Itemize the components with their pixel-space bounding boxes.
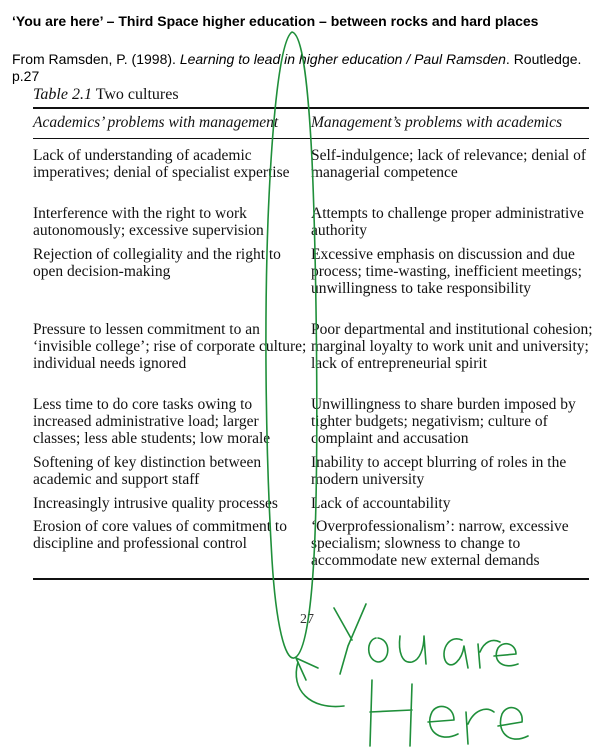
table-cell-right: Attempts to challenge proper administrative authority [311, 205, 584, 239]
page-heading: ‘You are here’ – Third Space higher education – between rocks and hard places [12, 13, 539, 29]
table-header-rule [33, 138, 589, 139]
ink-letter [498, 708, 528, 740]
table-caption-text: Two cultures [95, 86, 179, 103]
table-cell-right: ‘Overprofessionalism’: narrow, excessive specialism; slowness to change to accommodate new external demands [311, 518, 569, 569]
ink-arrow-shaft [296, 662, 344, 707]
table-cell-right: Poor departmental and institutional cohesion; marginal loyalty to work unit and university; lack of entrepreneurial spirit [311, 321, 593, 372]
annotation-line-2 [0, 0, 1, 1]
table-cell-left: Pressure to lessen commitment to an ‘invisible college’; rise of corporate culture; individual needs ignored [33, 321, 307, 372]
ink-letter [466, 709, 494, 744]
table-cell-right: Lack of accountability [311, 495, 451, 512]
table-cell-left: Lack of understanding of academic imperatives; denial of specialist expertise [33, 147, 290, 181]
citation-suffix: . Routledge. p.27 [12, 51, 582, 84]
page-number: 27 [300, 612, 314, 627]
ink-letter [369, 638, 388, 662]
annotation-line-1 [0, 0, 1, 1]
table-cell-left: Interference with the right to work autonomously; excessive supervision [33, 205, 264, 239]
table-cell-right: Inability to accept blurring of roles in the modern university [311, 454, 567, 488]
ink-letter [428, 706, 458, 737]
table-bottom-rule [33, 578, 589, 580]
ink-letter [494, 644, 518, 666]
citation-prefix: From Ramsden, P. (1998). [12, 51, 180, 67]
table-caption [33, 86, 179, 104]
table-cell-left: Softening of key distinction between academic and support staff [33, 454, 262, 488]
ink-letter [478, 640, 500, 668]
table-cell-left: Increasingly intrusive quality processes [33, 495, 278, 512]
ink-letter [400, 636, 427, 664]
ink-letter [370, 680, 412, 746]
table-top-rule [33, 107, 589, 109]
column-header-management: Management’s problems with academics [311, 114, 562, 131]
column-header-academics: Academics’ problems with management [33, 114, 279, 131]
citation [12, 51, 608, 85]
table-cell-left: Erosion of core values of commitment to discipline and professional control [33, 518, 287, 552]
ink-letter [334, 604, 366, 674]
table-cell-right: Self-indulgence; lack of relevance; denial of managerial competence [311, 147, 586, 181]
ink-letter [444, 639, 468, 668]
table-cell-right: Unwillingness to share burden imposed by tighter budgets; negativism; culture of complaint and accusation [311, 396, 576, 447]
ink-arrow-head [296, 658, 318, 680]
table-cell-right: Excessive emphasis on discussion and due process; time-wasting, inefficient meetings; unwillingness to take responsibility [311, 246, 582, 297]
table-cell-left: Less time to do core tasks owing to increased administrative load; larger classes; less able students; low morale [33, 396, 271, 447]
citation-title: Learning to lead in higher education / Paul Ramsden [179, 51, 506, 67]
table-label: Table 2.1 [33, 86, 92, 103]
table-cell-left: Rejection of collegiality and the right to open decision-making [33, 246, 281, 280]
